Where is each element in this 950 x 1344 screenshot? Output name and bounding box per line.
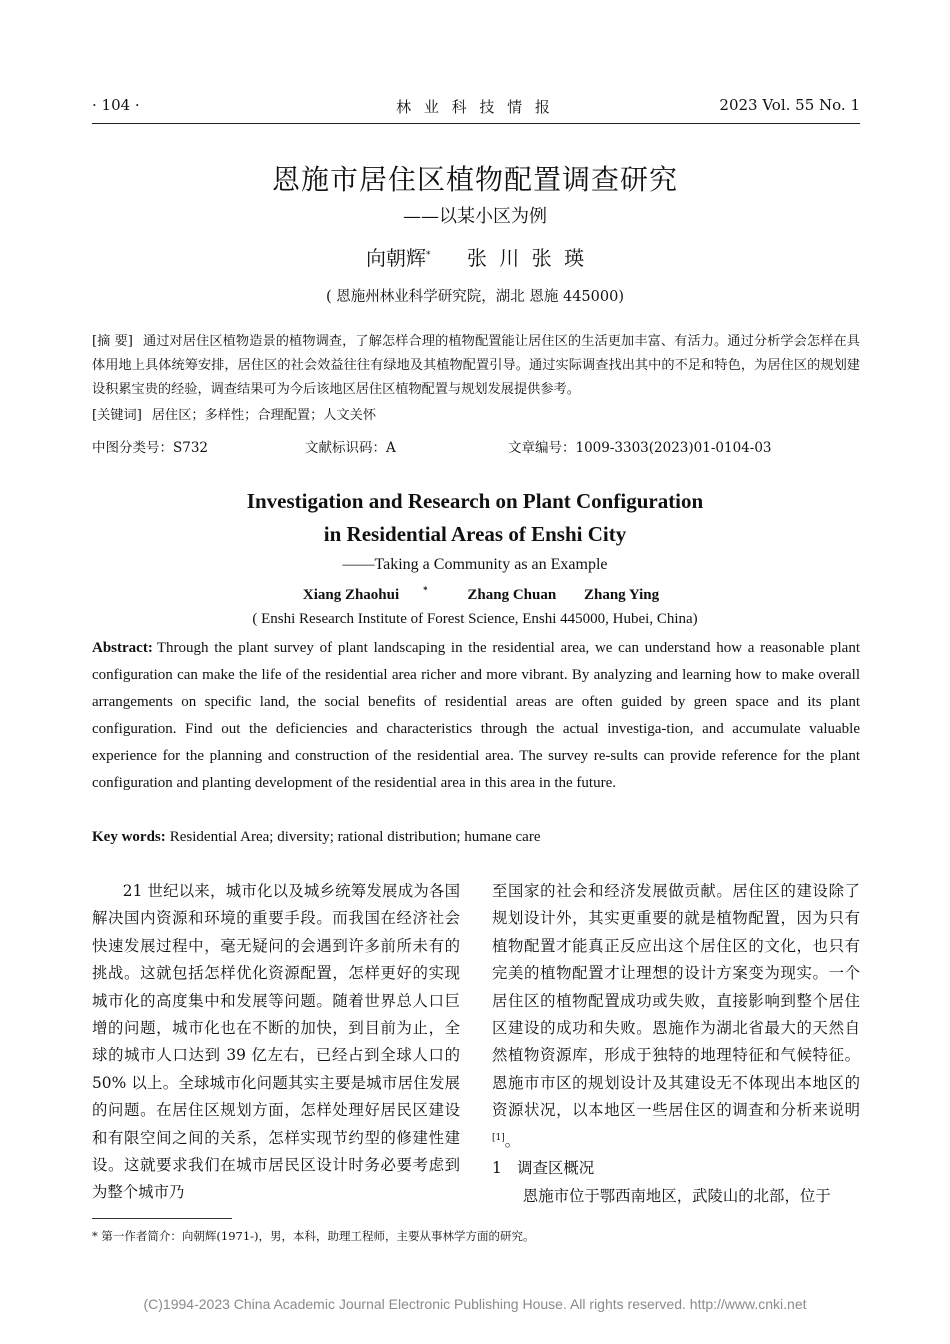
- authors-cn-others: 张 川 张 瑛: [466, 246, 584, 270]
- subtitle-en: ——Taking a Community as an Example: [342, 556, 608, 573]
- affiliation-cn: ( 恩施州林业科学研究院，湖北 恩施 445000): [326, 289, 624, 305]
- page-number: · 104 ·: [92, 96, 140, 114]
- keywords-cn: [92, 404, 860, 428]
- journal-name: 林 业 科 技 情 报: [396, 98, 554, 116]
- subtitle-cn: ——以某小区为例: [403, 206, 547, 227]
- authors-cn: [0, 242, 950, 271]
- body-paragraph: 恩施市位于鄂西南地区，武陵山的北部，位于: [522, 1186, 831, 1205]
- abstract-cn: [92, 330, 860, 402]
- author-en-1: Xiang Zhaohui *: [302, 585, 428, 603]
- abstract-en: [92, 635, 860, 797]
- abstract-cn-label: [摘 要]: [92, 334, 133, 349]
- title-en-line2: in Residential Areas of Enshi City: [323, 522, 627, 546]
- keywords-cn-label: [关键词]: [92, 408, 142, 423]
- body-right-column: [492, 878, 860, 1210]
- affiliation-en: ( Enshi Research Institute of Forest Science, Enshi 445000, Hubei, China): [252, 611, 698, 627]
- authors-en: [0, 585, 950, 604]
- footnote-rule: [92, 1218, 232, 1219]
- footnote: * 第一作者简介：向朝辉(1971-)，男，本科，助理工程师，主要从事林学方面的研究。: [92, 1229, 535, 1243]
- body-paragraph: 21 世纪以来，城市化以及城乡统筹发展成为各国解决国内资源和环境的重要手段。而我国在经济社会快速发展过程中，毫无疑问的会遇到许多前所未有的挑战。这就包括怎样优化资源配置，怎样更好的实现城市化的高度集中和发展等问题。随着世界总人口巨增的问题，城市化也在不断的加快，到目前为止，全球的城市人口达到 39 亿左右，已经占到全球人口的 50% 以上。全球城市化问题其实主要是城市居住发展的问题。在居住区规划方面，怎样处理好居民区建设和有限空间之间的关系，怎样实现节约型的修建性建设。这就要求我们在城市居民区设计时务必要考虑到为整个城市乃: [92, 882, 460, 1202]
- title-en-line1: Investigation and Research on Plant Configuration: [246, 489, 704, 513]
- keywords-en-label: Key words:: [92, 829, 166, 845]
- abstract-en-text: Through the plant survey of plant landscaping in the residential area, we can understand how a reasonable plant configuration can make the life of the residential area richer and more vibrant. By analyzing and learning how to make overall arrangements on specific land, the social benefits of residential areas are often guided by green space and its plant configuration. Find out the deficiencies and characteristics through the actual investiga-tion, and accumulate valuable experience for the planning and construction of the residential area. The survey re-sults can provide reference for the plant configuration and planting development of the residential area in this area in the future.: [92, 640, 860, 791]
- author-en-2: Zhang Chuan: [467, 587, 557, 603]
- abstract-en-label: Abstract:: [92, 640, 153, 656]
- article-number: 文章编号：1009-3303(2023)01-0104-03: [508, 440, 772, 456]
- author-en-star: *: [423, 585, 428, 595]
- document-code: 文献标识码：A: [305, 440, 396, 456]
- citation-ref: [1]: [492, 1132, 505, 1143]
- journal-volume: 2023 Vol. 55 No. 1: [719, 96, 860, 114]
- author-cn-star: *: [426, 250, 431, 261]
- abstract-cn-text: 通过对居住区植物造景的植物调查，了解怎样合理的植物配置能让居住区的生活更加丰富、有活力。通过分析学会怎样在具体用地上具体统筹安排，居住区的社会效益往往有绿地及其植物配置引导。通过实际调查找出其中的不足和特色，为居住区的规划建设积累宝贵的经验，调查结果可为今后该地区居住区植物配置与规划发展提供参考。: [92, 334, 860, 397]
- body-left-column: [92, 878, 460, 1207]
- keywords-en: [92, 824, 860, 851]
- section-heading: 1 调查区概况: [492, 1159, 595, 1178]
- clc-number: 中图分类号：S732: [92, 440, 209, 456]
- header-rule: [92, 123, 860, 124]
- author-en-3: Zhang Ying: [583, 587, 660, 603]
- keywords-en-text: Residential Area; diversity; rational distribution; humane care: [169, 829, 541, 845]
- author-cn-first: 向朝辉: [366, 246, 427, 270]
- copyright-line: (C)1994-2023 China Academic Journal Electronic Publishing House. All rights reserved. http://www.cnki.net: [143, 1296, 807, 1312]
- body-paragraph: 至国家的社会和经济发展做贡献。居住区的建设除了规划设计外，其实更重要的就是植物配置，因为只有植物配置才能真正反应出这个居住区的文化，也只有完美的植物配置才让理想的设计方案变为现实。一个居住区的植物配置成功或失败，直接影响到整个居住区建设的成功和失败。恩施作为湖北省最大的天然自然植物资源库，形成于独特的地理特征和气候特征。恩施市市区的规划设计及其建设无不体现出本地区的资源状况，以本地区一些居住区的调查和分析来说明[1]。: [492, 882, 860, 1150]
- title-cn: 恩施市居住区植物配置调查研究: [271, 163, 678, 196]
- keywords-cn-text: 居住区；多样性；合理配置；人文关怀: [151, 408, 377, 423]
